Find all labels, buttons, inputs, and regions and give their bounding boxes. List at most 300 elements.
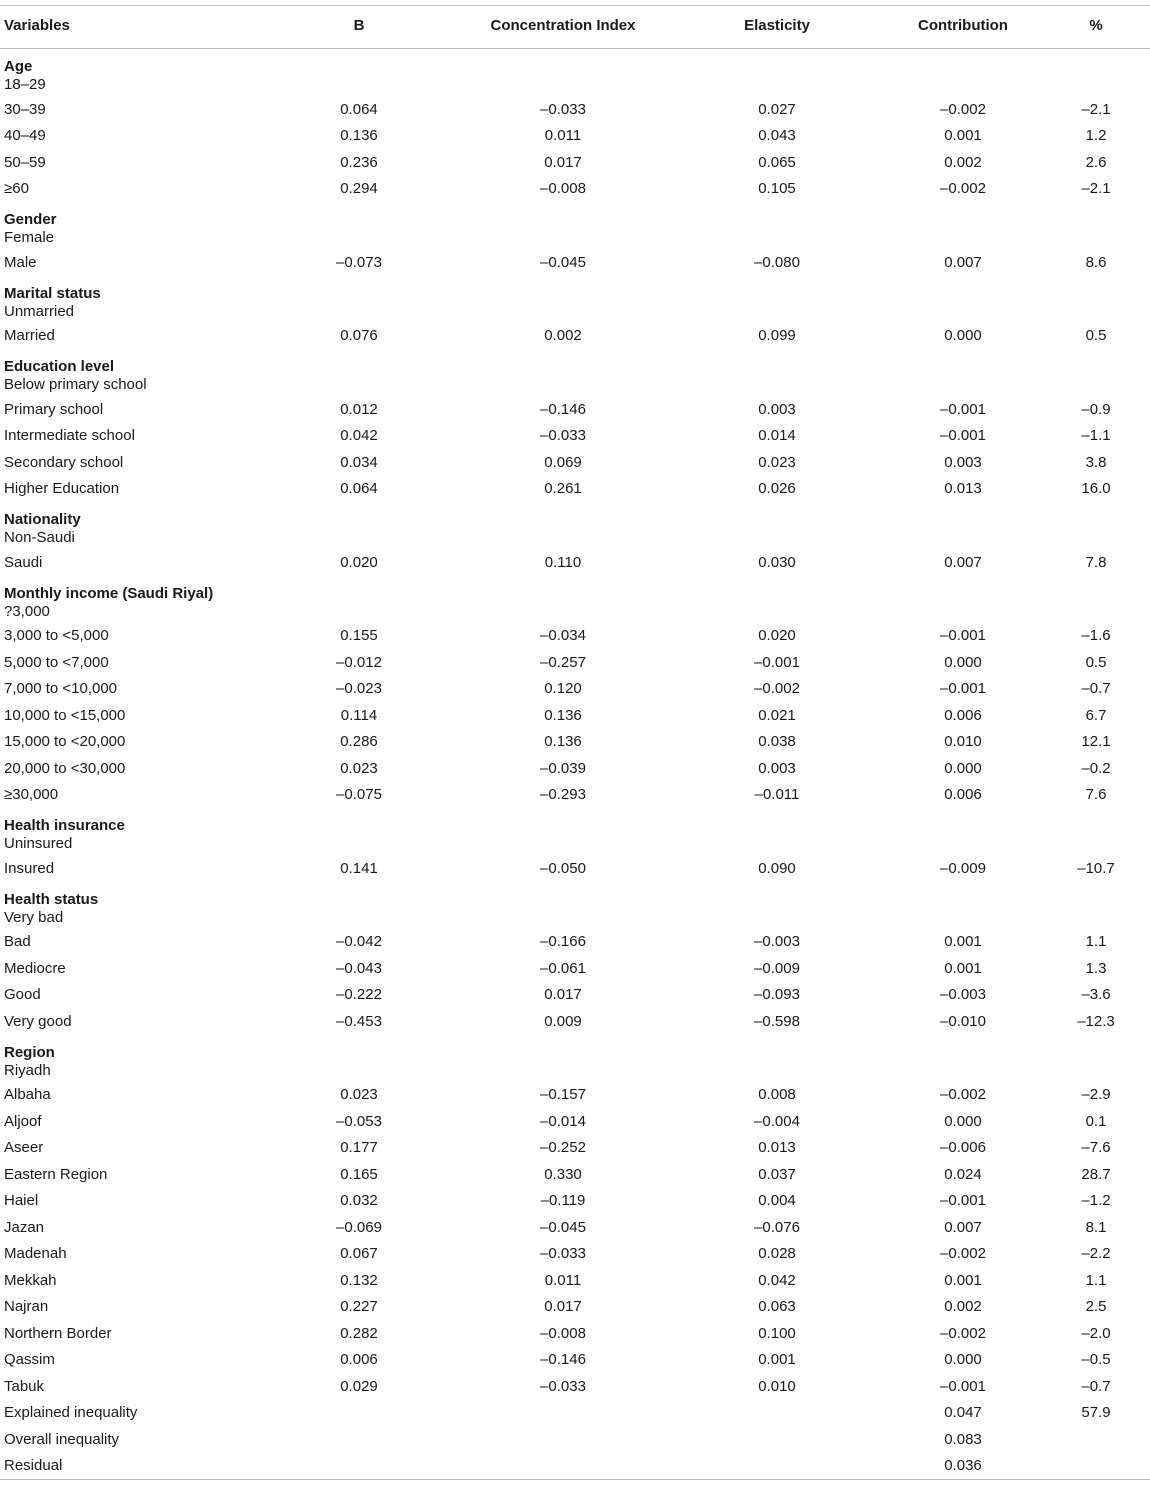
value-concentration-index: –0.050 [540,859,586,877]
value-concentration-index: 0.120 [544,680,582,698]
value-percent [1038,376,1150,396]
value-concentration-index: 0.136 [544,733,582,751]
value-elasticity [666,576,884,603]
table-row [0,1453,1150,1480]
value-b [258,276,456,303]
value-concentration-index: 0.261 [544,480,582,498]
value-percent [1038,882,1150,909]
value-elasticity: 0.042 [758,1271,796,1289]
value-contribution: –0.002 [940,1245,986,1263]
reference-category-row [0,1062,1150,1082]
table-row [0,449,1150,476]
value-b [258,229,456,249]
value-elasticity [666,349,884,376]
value-percent: 6.7 [1085,706,1107,724]
value-b [258,349,456,376]
value-percent [1038,502,1150,529]
value-percent: –2.0 [1081,1324,1111,1342]
variable-label: Good [4,986,41,1004]
table-row [0,123,1150,150]
value-elasticity: –0.009 [754,959,800,977]
variable-label: 40–49 [4,127,46,145]
table-header-row [0,6,1150,49]
table-row [0,423,1150,450]
value-percent [1038,1035,1150,1062]
value-b [258,376,456,396]
value-concentration-index: 0.330 [544,1165,582,1183]
value-elasticity: 0.038 [758,733,796,751]
table-row [0,702,1150,729]
value-contribution: –0.001 [940,680,986,698]
value-b: 0.064 [340,480,378,498]
variable-label: Najran [4,1298,49,1316]
value-concentration-index [456,276,666,303]
value-b [258,502,456,529]
value-contribution: –0.001 [940,427,986,445]
value-b: 0.029 [340,1377,378,1395]
value-contribution: 0.010 [944,733,982,751]
reference-category-row [0,529,1150,549]
value-elasticity: 0.021 [758,706,796,724]
table-row [0,1241,1150,1268]
value-contribution: 0.000 [944,653,982,671]
value-contribution: 0.000 [944,759,982,777]
value-concentration-index: –0.119 [540,1192,586,1210]
value-percent: –2.1 [1081,100,1111,118]
value-b [258,49,456,77]
variable-label: Higher Education [4,480,120,498]
value-percent [1038,808,1150,835]
value-concentration-index [456,909,666,929]
value-b [258,909,456,929]
value-contribution [884,202,1038,229]
value-contribution: 0.036 [884,1453,1038,1480]
group-heading-row [0,49,1150,77]
variable-label: Uninsured [4,835,73,852]
value-percent [1038,229,1150,249]
variable-label: Qassim [4,1351,55,1369]
table-row [0,176,1150,203]
table-row [0,755,1150,782]
value-elasticity: 0.028 [758,1245,796,1263]
value-concentration-index [456,49,666,77]
value-contribution: –0.002 [940,180,986,198]
group-heading-row [0,502,1150,529]
value-b: –0.053 [336,1112,382,1130]
table-row [0,1267,1150,1294]
value-b [258,1062,456,1082]
value-percent [1038,603,1150,623]
value-elasticity: 0.013 [758,1139,796,1157]
value-elasticity: 0.026 [758,480,796,498]
value-elasticity [666,229,884,249]
table-row [0,855,1150,882]
value-percent: –0.7 [1081,680,1111,698]
value-percent: –0.5 [1081,1351,1111,1369]
value-elasticity: 0.014 [758,427,796,445]
table-row [0,323,1150,350]
group-heading-row [0,1035,1150,1062]
value-b: 0.155 [340,627,378,645]
value-b: 0.006 [340,1351,378,1369]
value-concentration-index: –0.008 [540,180,586,198]
value-concentration-index: 0.002 [544,327,582,345]
variable-label: Aljoof [4,1112,42,1130]
value-b: –0.042 [336,933,382,951]
value-b: 0.064 [340,100,378,118]
value-percent: 2.6 [1085,153,1107,171]
value-percent: –0.7 [1081,1377,1111,1395]
value-concentration-index: –0.014 [540,1112,586,1130]
value-percent: 12.1 [1081,733,1111,751]
value-elasticity: –0.002 [754,680,800,698]
variable-label: Mediocre [4,959,66,977]
value-concentration-index: 0.017 [544,986,582,1004]
value-b: 0.023 [340,759,378,777]
value-contribution: –0.001 [940,627,986,645]
header-concentration-index: Concentration Index [456,6,666,49]
table-row [0,1347,1150,1374]
group-label: Health insurance [4,817,125,834]
value-concentration-index: 0.069 [544,453,582,471]
table-row [0,1082,1150,1109]
variable-label: 3,000 to <5,000 [4,627,109,645]
value-concentration-index: –0.034 [540,627,586,645]
value-b: 0.165 [340,1165,378,1183]
reference-category-row [0,835,1150,855]
value-contribution: –0.001 [940,400,986,418]
value-percent: –2.2 [1081,1245,1111,1263]
value-contribution [884,835,1038,855]
variable-label: Very good [4,1012,72,1030]
table-row [0,396,1150,423]
value-b: –0.453 [336,1012,382,1030]
value-percent: –0.9 [1081,400,1111,418]
value-percent [1038,576,1150,603]
value-percent: 16.0 [1081,480,1111,498]
value-contribution: 0.001 [944,127,982,145]
value-elasticity [666,1035,884,1062]
value-elasticity: 0.099 [758,327,796,345]
value-percent [1038,1426,1150,1453]
value-b: 0.236 [340,153,378,171]
variable-label: ?3,000 [4,602,50,620]
value-concentration-index: –0.146 [540,1351,586,1369]
value-contribution [884,1062,1038,1082]
value-elasticity: –0.003 [754,933,800,951]
value-b: 0.286 [340,733,378,751]
value-b: 0.042 [340,427,378,445]
value-percent: 1.3 [1085,959,1107,977]
value-elasticity [666,808,884,835]
value-elasticity [666,276,884,303]
value-b [258,835,456,855]
value-concentration-index: –0.039 [540,759,586,777]
value-percent: –0.2 [1081,759,1111,777]
variable-label: Below primary school [4,376,147,393]
value-percent: 8.1 [1085,1218,1107,1236]
value-concentration-index: –0.008 [540,1324,586,1342]
variable-label: Very bad [4,908,64,926]
table-row [0,1161,1150,1188]
value-contribution: 0.006 [944,786,982,804]
value-concentration-index [456,303,666,323]
value-elasticity: 0.063 [758,1298,796,1316]
group-label: Gender [4,211,57,228]
table-row [0,676,1150,703]
value-contribution [884,76,1038,96]
variable-label: Aseer [4,1139,44,1157]
value-b: 0.020 [340,553,378,571]
value-concentration-index: 0.011 [544,127,582,145]
value-elasticity: 0.027 [758,100,796,118]
value-percent: 3.8 [1085,453,1107,471]
value-contribution: 0.083 [944,1430,982,1448]
value-b: 0.177 [340,1139,378,1157]
value-b: –0.222 [336,986,382,1004]
value-elasticity: 0.020 [758,627,796,645]
variable-label: Mekkah [4,1271,57,1289]
value-concentration-index [456,603,666,623]
value-elasticity: 0.008 [758,1086,796,1104]
value-contribution [884,1035,1038,1062]
value-concentration-index [456,376,666,396]
value-elasticity [666,1453,884,1480]
value-contribution: 0.000 [944,327,982,345]
variable-label: Unmarried [4,302,75,320]
variable-label: Overall inequality [4,1430,120,1448]
value-elasticity: –0.080 [754,253,800,271]
value-contribution [884,229,1038,249]
group-label: Health status [4,890,99,908]
group-heading-row [0,882,1150,909]
value-b: 0.136 [340,127,378,145]
value-concentration-index [456,882,666,909]
value-elasticity: –0.004 [754,1112,800,1130]
value-concentration-index: 0.017 [544,1298,582,1316]
value-elasticity [666,76,884,96]
group-heading-row [0,808,1150,835]
value-percent: 2.5 [1085,1298,1107,1316]
reference-category-row [0,376,1150,396]
value-concentration-index [456,576,666,603]
value-b: 0.282 [340,1324,378,1342]
value-concentration-index: –0.045 [540,253,586,271]
value-contribution [884,882,1038,909]
table-row [0,729,1150,756]
value-contribution: –0.002 [940,100,986,118]
value-b [258,1453,456,1480]
value-concentration-index: –0.033 [540,100,586,118]
value-contribution: –0.002 [940,1324,986,1342]
value-contribution: 0.001 [944,959,982,977]
variable-label: Insured [4,859,55,877]
group-label: Region [4,1043,55,1061]
value-b: 0.141 [340,859,378,877]
value-elasticity [666,1400,884,1427]
value-concentration-index: –0.033 [540,1377,586,1395]
value-b: 0.114 [340,706,378,724]
value-concentration-index [456,1426,666,1453]
value-contribution [884,576,1038,603]
value-contribution: –0.001 [940,1377,986,1395]
value-contribution: 0.007 [944,1218,982,1236]
value-b [258,1400,456,1427]
value-elasticity: 0.023 [758,453,796,471]
value-elasticity: –0.598 [754,1012,800,1030]
value-concentration-index: 0.136 [544,706,582,724]
value-b [258,882,456,909]
reference-category-row [0,229,1150,249]
table-row [0,1188,1150,1215]
value-contribution [884,276,1038,303]
value-elasticity [666,882,884,909]
value-contribution: 0.000 [944,1112,982,1130]
value-b: 0.294 [340,180,378,198]
value-elasticity: 0.090 [758,859,796,877]
value-percent: –1.2 [1081,1192,1111,1210]
table-row [0,549,1150,576]
group-heading-row [0,276,1150,303]
value-b: 0.132 [340,1271,378,1289]
variable-label: Northern Border [4,1324,112,1342]
value-contribution: 0.013 [944,480,982,498]
value-contribution: 0.000 [944,1351,982,1369]
value-contribution [884,303,1038,323]
value-elasticity [666,202,884,229]
value-elasticity [666,376,884,396]
value-concentration-index: –0.166 [540,933,586,951]
reference-category-row [0,303,1150,323]
variable-label: 5,000 to <7,000 [4,653,109,671]
value-b: –0.012 [336,653,382,671]
value-contribution: 0.007 [944,253,982,271]
value-percent: 1.1 [1085,1271,1107,1289]
value-percent [1038,1453,1150,1480]
variable-label: Madenah [4,1245,67,1263]
value-contribution: 0.024 [944,1165,982,1183]
value-contribution: 0.001 [944,933,982,951]
table-row [0,1400,1150,1427]
value-b [258,808,456,835]
value-percent: –7.6 [1081,1139,1111,1157]
value-elasticity: –0.076 [754,1218,800,1236]
value-elasticity: 0.010 [758,1377,796,1395]
value-concentration-index: –0.293 [540,786,586,804]
value-b [258,303,456,323]
table-row [0,476,1150,503]
table-row [0,782,1150,809]
value-concentration-index: 0.017 [544,153,582,171]
table-row [0,1426,1150,1453]
value-b [258,529,456,549]
value-contribution [884,603,1038,623]
value-percent: 1.1 [1085,933,1107,951]
value-percent: –1.6 [1081,627,1111,645]
variable-label: 50–59 [4,153,46,171]
value-concentration-index: –0.252 [540,1139,586,1157]
decomposition-table [0,5,1150,1480]
table-row [0,1008,1150,1035]
value-elasticity: 0.037 [758,1165,796,1183]
reference-category-row [0,76,1150,96]
table-row [0,623,1150,650]
value-elasticity: –0.093 [754,986,800,1004]
variable-label: Riyadh [4,1061,51,1079]
value-elasticity [666,1426,884,1453]
value-contribution [884,49,1038,77]
value-b: 0.067 [340,1245,378,1263]
value-elasticity: 0.003 [758,759,796,777]
value-b: 0.076 [340,327,378,345]
variable-label: 15,000 to <20,000 [4,733,126,751]
value-concentration-index: 0.110 [544,553,582,571]
value-elasticity [666,603,884,623]
table-row [0,955,1150,982]
value-percent: 7.8 [1085,553,1107,571]
header-b: B [258,6,456,49]
variable-label: ≥30,000 [4,786,59,804]
table-row [0,649,1150,676]
variable-label: Primary school [4,400,104,418]
value-elasticity [666,909,884,929]
value-contribution: 0.047 [944,1404,982,1422]
group-label: Marital status [4,284,101,302]
value-percent: –2.1 [1081,180,1111,198]
variable-label: Haiel [4,1192,39,1210]
value-elasticity: 0.100 [758,1324,796,1342]
value-percent [1038,909,1150,929]
variable-label: Secondary school [4,453,124,471]
group-label: Education level [4,358,115,375]
value-concentration-index [456,502,666,529]
value-concentration-index [456,229,666,249]
value-contribution: –0.003 [940,986,986,1004]
value-contribution [884,808,1038,835]
table-row [0,1214,1150,1241]
value-contribution: 0.007 [944,553,982,571]
value-concentration-index [456,76,666,96]
variable-label: Explained inequality [4,1404,138,1422]
table-body [0,49,1150,1480]
value-elasticity: –0.001 [754,653,800,671]
variable-label: Male [4,253,37,271]
value-contribution [884,376,1038,396]
value-elasticity: 0.001 [758,1351,796,1369]
variable-label: 20,000 to <30,000 [4,759,126,777]
value-percent [1038,835,1150,855]
value-concentration-index: 0.011 [544,1271,582,1289]
variable-label: Non-Saudi [4,529,75,546]
value-contribution: 0.003 [944,453,982,471]
value-contribution: 0.002 [944,153,982,171]
value-percent: –2.9 [1081,1086,1111,1104]
variable-label: Female [4,229,55,246]
value-b [258,603,456,623]
table-row [0,96,1150,123]
table-row [0,149,1150,176]
value-percent [1038,303,1150,323]
value-contribution: –0.010 [940,1012,986,1030]
group-label: Monthly income (Saudi Riyal) [4,584,214,602]
value-percent [1038,76,1150,96]
value-elasticity: –0.011 [754,786,800,804]
value-percent: 1.2 [1085,127,1107,145]
value-concentration-index: –0.045 [540,1218,586,1236]
variable-label: 18–29 [4,76,46,93]
value-contribution [884,349,1038,376]
value-concentration-index [456,1453,666,1480]
